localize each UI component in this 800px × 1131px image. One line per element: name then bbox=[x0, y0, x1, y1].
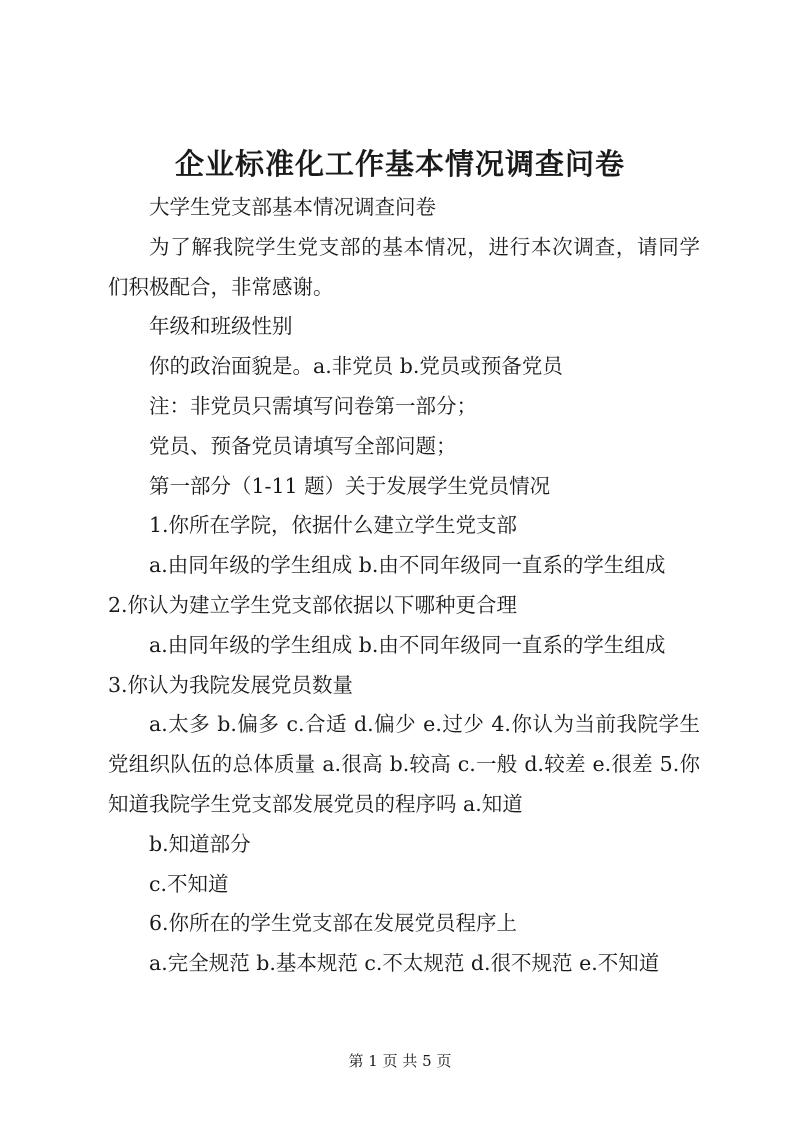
paragraph-options-2: a.由同年级的学生组成 b.由不同年级同一直系的学生组成 bbox=[149, 632, 666, 657]
paragraph-options-3-to-5: a.太多 b.偏多 c.合适 d.偏少 e.过少 4.你认为当前我院学生党组织队伍的总体质量 a.很高 b.较高 c.一般 d.较差 e.很差 5.你知道我院学生党支部发展党员的程序吗 a.知道 bbox=[108, 712, 700, 816]
paragraph-question-1: 1.你所在学院，依据什么建立学生党支部 bbox=[149, 513, 518, 538]
document-title: 企业标准化工作基本情况调查问卷 bbox=[174, 147, 625, 181]
paragraph-grade-class-gender: 年级和班级性别 bbox=[149, 314, 293, 339]
paragraph-note-member: 党员、预备党员请填写全部问题； bbox=[149, 433, 457, 458]
paragraph-political-status: 你的政治面貌是。a.非党员 b.党员或预备党员 bbox=[149, 354, 563, 379]
paragraph-option-dont-know: c.不知道 bbox=[149, 871, 229, 896]
paragraph-question-6: 6.你所在的学生党支部在发展党员程序上 bbox=[149, 911, 518, 936]
paragraph-subtitle: 大学生党支部基本情况调查问卷 bbox=[149, 195, 436, 219]
paragraph-options-1: a.由同年级的学生组成 b.由不同年级同一直系的学生组成 bbox=[149, 553, 666, 578]
paragraph-question-2: 2.你认为建立学生党支部依据以下哪种更合理 bbox=[108, 592, 518, 617]
paragraph-section-one: 第一部分（1-11 题）关于发展学生党员情况 bbox=[149, 473, 551, 498]
page-number-footer: 第 1 页 共 5 页 bbox=[348, 1052, 452, 1070]
paragraph-options-6: a.完全规范 b.基本规范 c.不太规范 d.很不规范 e.不知道 bbox=[149, 951, 660, 976]
document-body bbox=[108, 188, 700, 984]
paragraph-question-3: 3.你认为我院发展党员数量 bbox=[108, 672, 354, 697]
paragraph-note-non-member: 注：非党员只需填写问卷第一部分； bbox=[149, 393, 477, 418]
paragraph-option-know-partly: b.知道部分 bbox=[149, 831, 251, 856]
paragraph-intro: 为了解我院学生党支部的基本情况，进行本次调查，请同学们积极配合，非常感谢。 bbox=[108, 234, 700, 299]
